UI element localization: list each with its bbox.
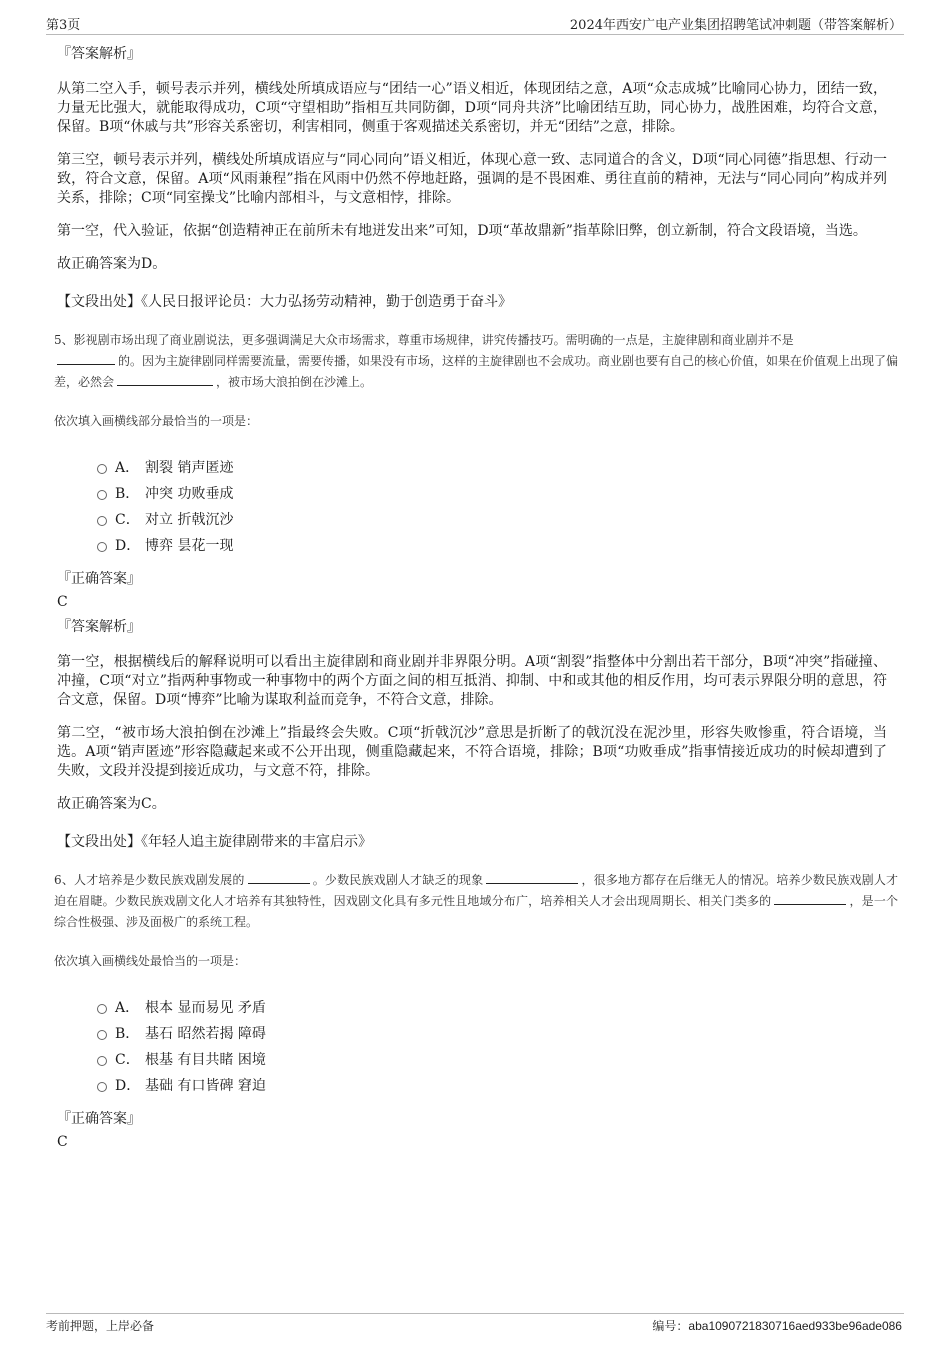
q4-analysis-paragraph: 从第二空入手，顿号表示并列，横线处所填成语应与“团结一心”语义相近，体现团结之意，A项“众志成城”比喻同心协力，团结一致，力量无比强大，就能取得成功，C项“守望相助”指相互共同防御，D项“同舟共济”比喻团结互助，同心协力，战胜困难，均符合文意，保留。B项“休戚与共”形容关系密切，利害相同，侧重于客观描述关系密切，并无“团结”之意，排除。 xyxy=(57,81,887,135)
option-text: 基石 昭然若揭 障碍 xyxy=(145,1026,266,1042)
radio-button-icon[interactable] xyxy=(97,1030,107,1040)
option-text: 割裂 销声匿迹 xyxy=(145,460,234,476)
q5-option-d[interactable] xyxy=(97,533,887,559)
radio-button-icon[interactable] xyxy=(97,1004,107,1014)
q5-source: 【文段出处】《年轻人追主旋律剧带来的丰富启示》 xyxy=(57,834,372,850)
q5-conclusion: 故正确答案为C。 xyxy=(57,796,166,812)
q5-text-3: ，被市场大浪拍倒在沙滩上。 xyxy=(216,375,373,389)
option-letter: B． xyxy=(115,486,140,502)
radio-button-icon[interactable] xyxy=(97,516,107,526)
q6-prompt: 依次填入画横线处最恰当的一项是： xyxy=(54,954,247,968)
q4-analysis-paragraph: 第一空，代入验证，依据“创造精神正在前所未有地迸发出来”可知，D项“革故鼎新”指革除旧弊，创立新制，符合文段语境，当选。 xyxy=(57,223,867,239)
q5-text-1: 5、影视剧市场出现了商业剧说法，更多强调满足大众市场需求，尊重市场规律，讲究传播技巧。需明确的一点是，主旋律剧和商业剧并不是 xyxy=(54,333,794,347)
footer-slogan: 考前押题，上岸必备 xyxy=(46,1319,155,1333)
option-letter: C． xyxy=(115,512,140,528)
option-text: 冲突 功败垂成 xyxy=(145,486,234,502)
q5-text-2: 的。因为主旋律剧同样需要流量，需要传播，如果没有市场，这样的主旋律剧也不会成功。商业剧也要有自己的核心价值，如果在价值观上出现了偏差，必然会 xyxy=(54,354,899,389)
option-text: 博弈 昙花一现 xyxy=(145,538,234,554)
q6-answer: C xyxy=(57,1134,68,1150)
q6-text-1: 6、人才培养是少数民族戏剧发展的 xyxy=(54,873,245,887)
option-text: 对立 折戟沉沙 xyxy=(145,512,234,528)
page-header xyxy=(46,14,904,35)
q5-analysis-tag: 『答案解析』 xyxy=(57,619,141,635)
option-letter: D． xyxy=(115,538,141,554)
page-number: 第3页 xyxy=(46,18,81,33)
q5-blank-1 xyxy=(57,352,115,365)
option-letter: A． xyxy=(115,460,140,476)
radio-button-icon[interactable] xyxy=(97,542,107,552)
q6-options xyxy=(97,995,887,1099)
q5-option-a[interactable] xyxy=(97,455,887,481)
q5-answer: C xyxy=(57,594,68,610)
q6-text-4: ，是一个综合性极强、涉及面极广的系统工程。 xyxy=(54,894,898,929)
option-letter: D． xyxy=(115,1078,141,1094)
q5-analysis-paragraph: 第二空，“被市场大浪拍倒在沙滩上”指最终会失败。C项“折戟沉沙”意思是折断了的戟沉没在泥沙里，形容失败惨重，符合语境，当选。A项“销声匿迹”形容隐藏起来或不公开出现，侧重隐藏起来，不符合语境，排除；B项“功败垂成”指事情接近成功的时候却遭到了失败，文段并没提到接近成功，与文意不符，排除。 xyxy=(57,725,887,779)
q6-question xyxy=(54,870,898,933)
option-text: 基础 有口皆碑 窘迫 xyxy=(145,1078,266,1094)
q5-option-b[interactable] xyxy=(97,481,887,507)
q5-option-c[interactable] xyxy=(97,507,887,533)
q6-option-d[interactable] xyxy=(97,1073,887,1099)
radio-button-icon[interactable] xyxy=(97,464,107,474)
q6-option-a[interactable] xyxy=(97,995,887,1021)
page-footer xyxy=(46,1313,904,1334)
q6-blank-1 xyxy=(248,871,310,884)
q6-blank-2 xyxy=(486,871,578,884)
radio-button-icon[interactable] xyxy=(97,490,107,500)
option-letter: C． xyxy=(115,1052,140,1068)
document-title: 2024年西安广电产业集团招聘笔试冲刺题（带答案解析） xyxy=(569,18,902,33)
q5-answer-tag: 『正确答案』 xyxy=(57,571,141,587)
q5-analysis-paragraph: 第一空，根据横线后的解释说明可以看出主旋律剧和商业剧并非界限分明。A项“割裂”指整体中分割出若干部分，B项“冲突”指碰撞、冲撞，C项“对立”指两种事物或一种事物中的两个方面之间的相互抵消、抑制、中和或其他的相反作用，均可表示界限分明的意思，符合文意，保留。D项“博弈”比喻为谋取利益而竞争，不符合文意，排除。 xyxy=(57,654,887,708)
q4-analysis-paragraph: 第三空，顿号表示并列，横线处所填成语应与“同心同向”语义相近，体现心意一致、志同道合的含义，D项“同心同德”指思想、行动一致，符合文意，保留。A项“风雨兼程”指在风雨中仍然不停地赶路，强调的是不畏困难、勇往直前的精神，无法与“同心同向”构成并列关系，排除；C项“同室操戈”比喻内部相斗，与文意相悖，排除。 xyxy=(57,152,887,206)
option-letter: B． xyxy=(115,1026,140,1042)
q6-option-b[interactable] xyxy=(97,1021,887,1047)
q6-text-2: 。少数民族戏剧人才缺乏的现象 xyxy=(312,873,484,887)
q4-analysis-tag: 『答案解析』 xyxy=(57,46,141,62)
q5-prompt: 依次填入画横线部分最恰当的一项是： xyxy=(54,414,259,428)
radio-button-icon[interactable] xyxy=(97,1082,107,1092)
q6-option-c[interactable] xyxy=(97,1047,887,1073)
q5-blank-2 xyxy=(117,373,213,386)
q5-options xyxy=(97,455,887,559)
q5-question xyxy=(54,330,898,393)
q4-source: 【文段出处】《人民日报评论员：大力弘扬劳动精神，勤于创造勇于奋斗》 xyxy=(57,294,512,310)
q6-blank-3 xyxy=(774,892,846,905)
option-text: 根本 显而易见 矛盾 xyxy=(145,1000,266,1016)
option-letter: A． xyxy=(115,1000,140,1016)
q6-text-3: ，很多地方都存在后继无人的情况。培养少数民族戏剧人才迫在眉睫。少数民族戏剧文化人才培养有其独特性，因戏剧文化具有多元性且地域分布广，培养相关人才会出现周期长、相关门类多的 xyxy=(54,873,898,908)
radio-button-icon[interactable] xyxy=(97,1056,107,1066)
q4-conclusion: 故正确答案为D。 xyxy=(57,256,167,272)
q6-answer-tag: 『正确答案』 xyxy=(57,1111,141,1127)
document-id: 编号：aba1090721830716aed933be96ade086 xyxy=(652,1319,902,1333)
main-content xyxy=(54,44,899,1157)
option-text: 根基 有目共睹 困境 xyxy=(145,1052,266,1068)
